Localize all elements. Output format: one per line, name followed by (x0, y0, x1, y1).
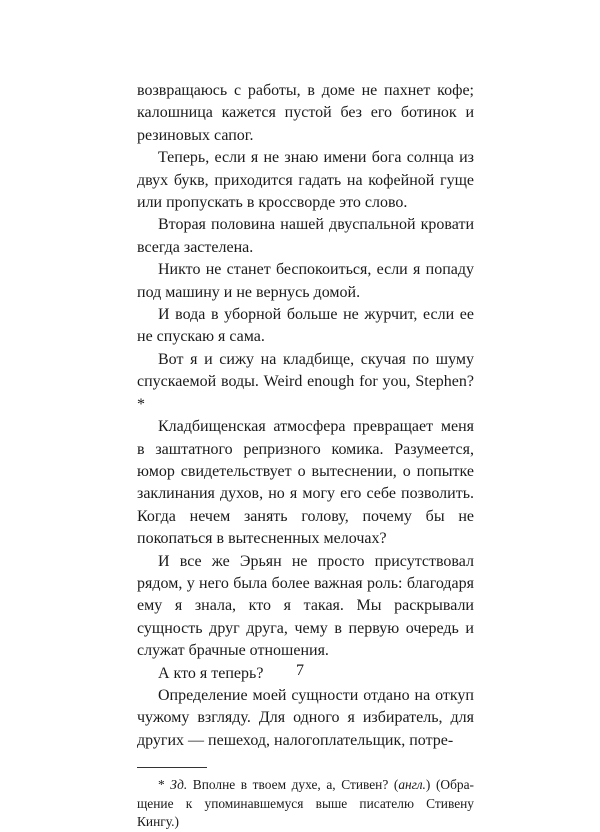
paragraph: Теперь, если я не знаю имени бога солнца из двух букв, приходится гадать на кофейной гуще или пропускать в кроссворде это слово. (137, 149, 474, 212)
paragraph: Никто не станет беспокоиться, если я попаду под машину и не вернусь домой. (137, 261, 474, 301)
footnote-abbr: англ. (398, 777, 426, 793)
footnote-separator (137, 767, 207, 768)
footnote (137, 776, 474, 832)
paragraph: Определение моей сущности отдано на откуп чужому взгляду. Для одного я избиратель, для других — пешеход, налогоплательщик, потре- (137, 686, 474, 749)
paragraph: И все же Эрьян не просто присутствовал рядом, у него была более важная роль: благодаря ему я знала, кто я такая. Мы раскрывали сущность друг друга, чему в первую очередь и служат брачные отношения. (137, 552, 474, 660)
paragraph: Вот я и сижу на кладбище, скучая по шуму спускаемой воды. Weird enough for you, Stephen?* (137, 350, 474, 413)
footnote-marker: * (158, 777, 171, 793)
page-body (137, 80, 474, 832)
paragraph: А кто я теперь? (158, 664, 264, 682)
footnote-text: Вполне в твоем духе, а, Стивен? ( (187, 777, 399, 793)
paragraph: Вторая половина нашей двуспальной кровати всегда застелена. (137, 216, 474, 256)
paragraph: И вода в уборной больше не журчит, если ее не спускаю я сама. (137, 306, 474, 346)
footnote-text: ) (Обращение к упоминавшемуся выше писателю Стивену Кингу.) (137, 777, 474, 830)
paragraph: возвращаюсь с работы, в доме не пахнет кофе; калошница кажется пустой без его ботинок и резиновых сапог. (137, 82, 474, 144)
page-number: 7 (296, 662, 304, 679)
footnote-abbr: Зд. (170, 777, 188, 793)
main-text (137, 80, 474, 752)
paragraph: Кладбищенская атмосфера превращает меня в заштатного репризного комика. Разумеется, юмор свидетельствует о вытеснении, о попытке заклинания духов, но я могу его себе позволить. Когда нечем занять голову, почему бы не покопаться в вытесненных мелочах? (137, 418, 474, 548)
